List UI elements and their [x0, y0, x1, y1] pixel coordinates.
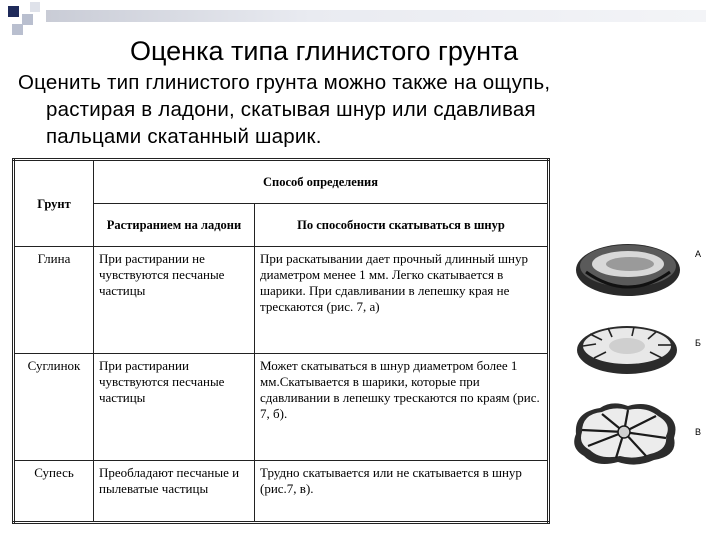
table-header-row [14, 160, 549, 204]
header-rubbing: Растиранием на ладони [94, 204, 255, 247]
rolling-cell: При раскатывании дает прочный длинный шнур диаметром менее 1 мм. Легко скатывается в шарики. При сдавливании в лепешку края не трескаются (рис. 7, а) [255, 247, 549, 354]
figure-sandy-loam-cake [566, 398, 684, 468]
decor-square [22, 14, 33, 25]
rolling-cell: Трудно скатывается или не скатывается в шнур (рис.7, в). [255, 461, 549, 523]
lead-line: пальцами скатанный шарик. [46, 125, 322, 148]
header-rule [46, 10, 706, 22]
lead-line: растирая в ладони, скатывая шнур или сдавливая [46, 98, 536, 121]
figure-label: А [695, 249, 702, 259]
table-subheader-row [14, 204, 549, 247]
lead-paragraph [18, 69, 698, 150]
soil-name-cell: Супесь [14, 461, 94, 523]
slide-title: Оценка типа глинистого грунта [130, 36, 519, 66]
soil-name-cell: Глина [14, 247, 94, 354]
table-row [14, 354, 549, 461]
soil-table [12, 158, 550, 524]
figure-label: Б [695, 338, 701, 348]
lead-line: Оценить тип глинистого грунта можно также на ощупь, [18, 71, 551, 94]
figure-clay-cake [572, 232, 684, 304]
table-row [14, 461, 549, 523]
decor-square [12, 24, 23, 35]
figure-label: В [695, 427, 702, 437]
header-method: Способ определения [94, 160, 549, 204]
rubbing-cell: Преобладают песчаные и пылеватые частицы [94, 461, 255, 523]
decor-square [30, 2, 40, 12]
decor-square [8, 6, 19, 17]
soil-name-cell: Суглинок [14, 354, 94, 461]
header-soil: Грунт [14, 160, 94, 247]
rolling-cell: Может скатываться в шнур диаметром более 1 мм.Скатывается в шарики, которые при сдавливании в лепешку трескаются по краям (рис. 7, б). [255, 354, 549, 461]
header-rolling: По способности скатываться в шнур [255, 204, 549, 247]
soil-table-container [12, 158, 550, 524]
rubbing-cell: При растирании чувствуются песчаные частицы [94, 354, 255, 461]
rubbing-cell: При растирании не чувствуются песчаные частицы [94, 247, 255, 354]
figure-loam-cake [574, 318, 680, 378]
table-row [14, 247, 549, 354]
